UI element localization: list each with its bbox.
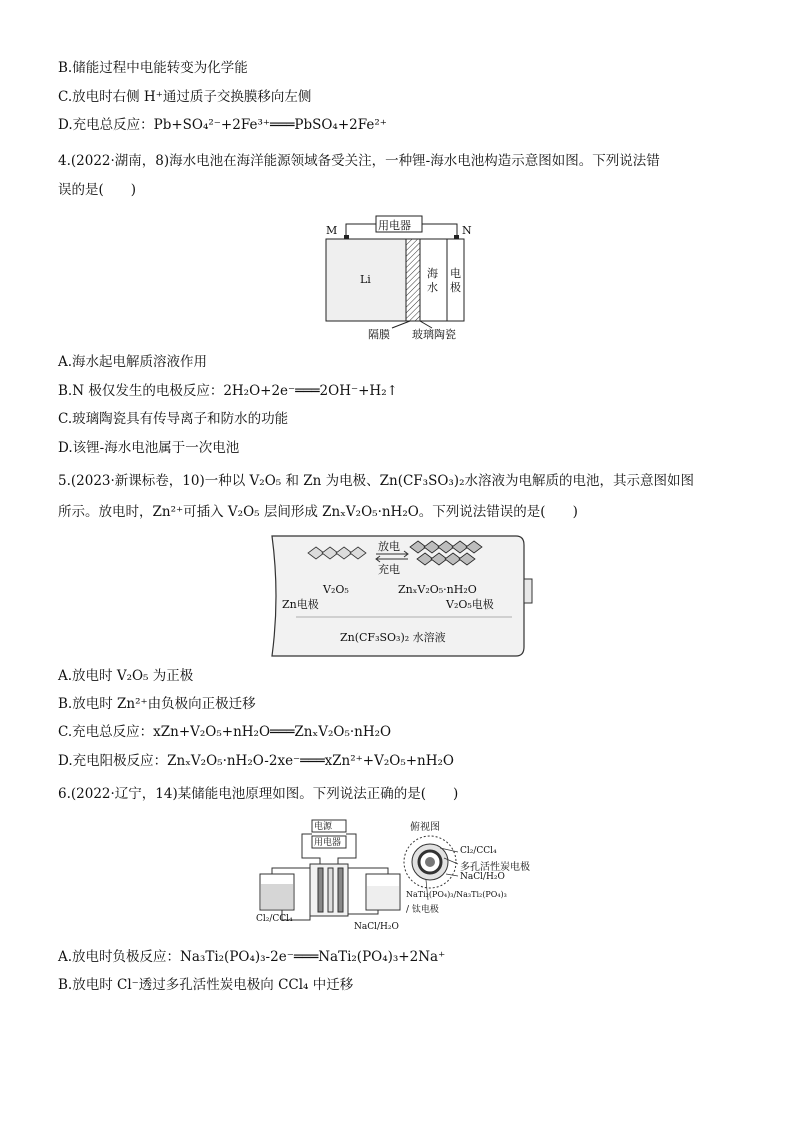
q5-option-d: D.充电阳极反应：ZnₓV₂O₅·nH₂O-2xe⁻═══xZn²⁺+V₂O₅+nH₂O <box>58 753 455 769</box>
q4-option-a: A.海水起电解质溶液作用 <box>58 354 208 370</box>
q5-option-a: A.放电时 V₂O₅ 为正极 <box>58 668 194 684</box>
device-label: 用电器 <box>378 219 411 232</box>
m-terminal-label: M <box>326 224 338 237</box>
q5-option-b: B.放电时 Zn²⁺由负极向正极迁移 <box>58 696 256 712</box>
q6-stem: 6.(2022·辽宁，14)某储能电池原理如图。下列说法正确的是( ) <box>58 786 459 802</box>
q5-option-c: C.充电总反应：xZn+V₂O₅+nH₂O═══ZnₓV₂O₅·nH₂O <box>58 724 392 740</box>
right-tank-label: NaCl/H₂O <box>354 922 399 932</box>
q5-stem-line1: 5.(2023·新课标卷，10)一种以 V₂O₅ 和 Zn 为电极、Zn(CF₃SO₃)₂水溶液为电解质的电池，其示意图如图 <box>58 473 694 489</box>
q6-option-a: A.放电时负极反应：Na₃Ti₂(PO₄)₃-2e⁻═══NaTi₂(PO₄)₃+2Na⁺ <box>58 949 446 965</box>
li-seawater-battery-figure <box>320 212 480 342</box>
electrolyte-label: Zn(CF₃SO₃)₂ 水溶液 <box>340 631 446 644</box>
q6-option-b: B.放电时 Cl⁻透过多孔活性炭电极向 CCl₄ 中迁移 <box>58 977 354 993</box>
power-source-label: 电源 <box>314 822 333 832</box>
li-label: Li <box>360 273 371 286</box>
charge-label: 充电 <box>378 563 400 576</box>
q3-option-b: B.储能过程中电能转变为化学能 <box>58 60 248 76</box>
q4-option-c: C.玻璃陶瓷具有传导离子和防水的功能 <box>58 411 289 427</box>
membrane-label: 隔膜 <box>368 328 390 341</box>
ti-electrode-label: / 钛电极 <box>406 905 439 915</box>
q3-option-c: C.放电时右侧 H⁺通过质子交换膜移向左侧 <box>58 89 312 105</box>
zn-electrode-label: Zn电极 <box>282 598 319 611</box>
electrode-label: 电 极 <box>450 267 461 294</box>
znxv2o5-label: ZnₓV₂O₅·nH₂O <box>398 583 477 596</box>
q3-option-d: D.充电总反应：Pb+SO₄²⁻+2Fe³⁺═══PbSO₄+2Fe²⁺ <box>58 117 387 133</box>
nati2po43-label: NaTi₂(PO₄)₃/Na₃Ti₂(PO₄)₃ <box>406 890 507 899</box>
left-tank-label: Cl₂/CCl₄ <box>256 914 293 924</box>
v2o5-layer-label: V₂O₅ <box>323 583 349 596</box>
nacl-h2o-label: NaCl/H₂O <box>460 872 505 882</box>
cl2-ccl4-label: Cl₂/CCl₄ <box>460 846 497 856</box>
q4-stem-line2: 误的是( ) <box>58 182 137 198</box>
n-terminal-label: N <box>462 224 472 237</box>
storage-battery-figure <box>250 812 570 940</box>
discharge-label: 放电 <box>378 540 400 553</box>
top-view-label: 俯视图 <box>410 822 440 833</box>
glass-ceramic-label: 玻璃陶瓷 <box>412 328 456 341</box>
zn-v2o5-battery-figure <box>268 533 538 659</box>
q4-option-d: D.该锂-海水电池属于一次电池 <box>58 440 240 456</box>
v2o5-electrode-label: V₂O₅电极 <box>446 598 494 611</box>
q4-option-b: B.N 极仅发生的电极反应：2H₂O+2e⁻═══2OH⁻+H₂↑ <box>58 383 398 399</box>
q5-stem-line2: 所示。放电时，Zn²⁺可插入 V₂O₅ 层间形成 ZnₓV₂O₅·nH₂O。下列说法错误的是( ) <box>58 504 578 520</box>
porous-carbon-electrode-label: 多孔活性炭电极 <box>460 862 530 873</box>
seawater-label: 海 水 <box>427 267 438 294</box>
device-label: 用电器 <box>314 838 342 848</box>
q4-stem-line1: 4.(2022·湖南，8)海水电池在海洋能源领域备受关注，一种锂-海水电池构造示意图如图。下列说法错 <box>58 153 660 169</box>
